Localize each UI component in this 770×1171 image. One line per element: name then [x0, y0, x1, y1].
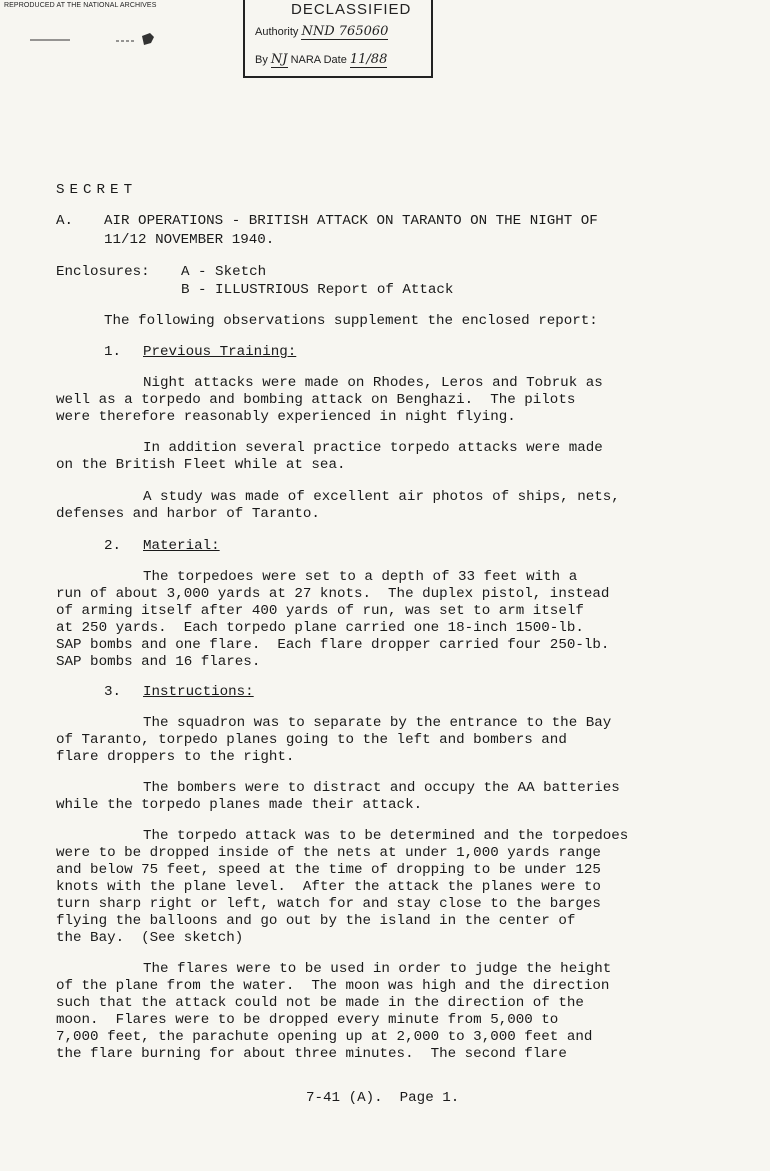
- stamp-nara-value: 11/88: [349, 52, 388, 67]
- paragraph-line: A study was made of excellent air photos of ships, nets,: [143, 489, 620, 505]
- enclosures-label: Enclosures:: [56, 264, 150, 280]
- paragraph-line: defenses and harbor of Taranto.: [56, 506, 320, 522]
- paragraph-line: The bombers were to distract and occupy the AA batteries: [143, 780, 620, 796]
- paragraph-line: The torpedoes were set to a depth of 33 feet with a: [143, 569, 578, 585]
- paragraph-line: the Bay. (See sketch): [56, 930, 244, 946]
- stamp-authority-label: Authority: [255, 26, 299, 38]
- paragraph-line: moon. Flares were to be dropped every minute from 5,000 to: [56, 1012, 559, 1028]
- stamp-nara-label: NARA Date: [290, 54, 347, 66]
- section-heading: Instructions:: [143, 684, 254, 700]
- section-heading: Previous Training:: [143, 344, 297, 360]
- paragraph-line: In addition several practice torpedo attacks were made: [143, 440, 603, 456]
- enclosure-item: B - ILLUSTRIOUS Report of Attack: [181, 282, 454, 298]
- section-title-line2: 11/12 NOVEMBER 1940.: [104, 232, 275, 248]
- classification-marking: SECRET: [56, 182, 138, 198]
- stamp-heading: DECLASSIFIED: [291, 1, 412, 18]
- stamp-authority-value: NND 765060: [301, 24, 389, 39]
- paragraph-line: of arming itself after 400 yards of run, was set to arm itself: [56, 603, 584, 619]
- paragraph-line: such that the attack could not be made in the direction of the: [56, 995, 584, 1011]
- paragraph-line: SAP bombs and one flare. Each flare dropper carried four 250-lb.: [56, 637, 610, 653]
- section-number: 3.: [104, 684, 122, 700]
- paragraph-line: at 250 yards. Each torpedo plane carried one 18-inch 1500-lb.: [56, 620, 584, 636]
- paragraph-line: of the plane from the water. The moon was high and the direction: [56, 978, 610, 994]
- paragraph-line: run of about 3,000 yards at 27 knots. The duplex pistol, instead: [56, 586, 610, 602]
- paragraph-line: and below 75 feet, speed at the time of dropping to be under 125: [56, 862, 601, 878]
- paragraph-line: on the British Fleet while at sea.: [56, 457, 346, 473]
- paragraph-line: knots with the plane level. After the attack the planes were to: [56, 879, 601, 895]
- enclosure-item: A - Sketch: [181, 264, 267, 280]
- paragraph-line: The torpedo attack was to be determined and the torpedoes: [143, 828, 629, 844]
- paragraph-line: well as a torpedo and bombing attack on Benghazi. The pilots: [56, 392, 576, 408]
- declassified-stamp: [243, 0, 433, 78]
- paragraph-line: while the torpedo planes made their attack.: [56, 797, 423, 813]
- paragraph-line: SAP bombs and 16 flares.: [56, 654, 261, 670]
- section-number: 2.: [104, 538, 122, 554]
- stamp-by-label: By: [255, 54, 268, 66]
- paragraph-line: were therefore reasonably experienced in night flying.: [56, 409, 516, 425]
- paragraph-line: the flare burning for about three minutes. The second flare: [56, 1046, 567, 1062]
- stamp-by-value: NJ: [270, 52, 288, 67]
- paragraph-line: were to be dropped inside of the nets at under 1,000 yards range: [56, 845, 601, 861]
- section-letter: A.: [56, 213, 74, 229]
- paragraph-line: The flares were to be used in order to judge the height: [143, 961, 612, 977]
- paragraph-line: Night attacks were made on Rhodes, Leros and Tobruk as: [143, 375, 603, 391]
- stamp-by-line: [255, 52, 387, 68]
- section-title-line1: AIR OPERATIONS - BRITISH ATTACK ON TARANTO ON THE NIGHT OF: [104, 213, 598, 229]
- paragraph-line: turn sharp right or left, watch for and stay close to the barges: [56, 896, 601, 912]
- section-number: 1.: [104, 344, 122, 360]
- intro-text: The following observations supplement the enclosed report:: [104, 313, 598, 329]
- paragraph-line: The squadron was to separate by the entrance to the Bay: [143, 715, 612, 731]
- paragraph-line: flying the balloons and go out by the island in the center of: [56, 913, 576, 929]
- stamp-authority-line: [255, 24, 388, 40]
- paragraph-line: of Taranto, torpedo planes going to the left and bombers and: [56, 732, 567, 748]
- archive-label: REPRODUCED AT THE NATIONAL ARCHIVES: [4, 2, 157, 9]
- section-heading: Material:: [143, 538, 220, 554]
- scan-artifact-mark: [30, 28, 180, 48]
- paragraph-line: flare droppers to the right.: [56, 749, 295, 765]
- paragraph-line: 7,000 feet, the parachute opening up at 2,000 to 3,000 feet and: [56, 1029, 593, 1045]
- page-footer: 7-41 (A). Page 1.: [306, 1090, 460, 1106]
